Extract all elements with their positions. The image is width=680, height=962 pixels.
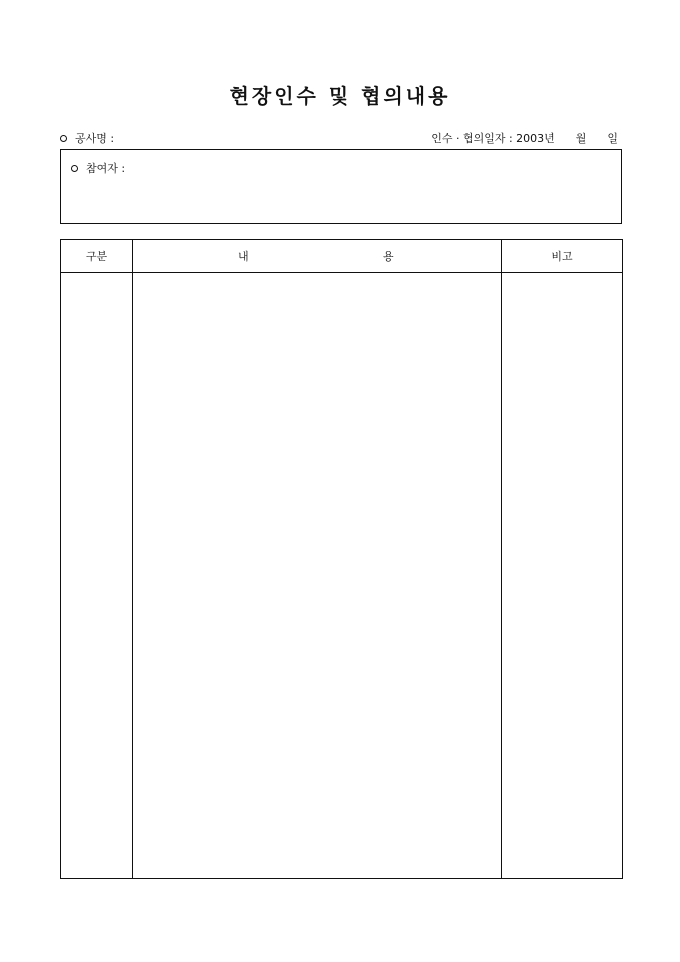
project-name-field[interactable] (60, 130, 114, 146)
content-table (60, 239, 623, 879)
table-row (61, 273, 623, 879)
participants-label: 참여자 : (86, 162, 126, 175)
column-header-content-part2: 용 (383, 250, 394, 263)
column-header-content (133, 240, 502, 273)
participants-box[interactable] (60, 149, 622, 224)
circle-bullet-icon (71, 165, 78, 172)
remarks-cell[interactable] (502, 273, 623, 879)
category-cell[interactable] (61, 273, 133, 879)
participants-field (71, 160, 125, 176)
content-cell[interactable] (133, 273, 502, 879)
column-header-category: 구분 (61, 240, 133, 273)
meta-row (60, 130, 622, 148)
table-header-row (61, 240, 623, 273)
project-name-label: 공사명 : (75, 132, 115, 145)
circle-bullet-icon (60, 135, 67, 142)
column-header-content-part1: 내 (238, 250, 249, 263)
column-header-remarks: 비고 (502, 240, 623, 273)
page-title: 현장인수 및 협의내용 (229, 84, 451, 108)
consultation-date-field[interactable]: 인수 · 협의일자 : 2003년 월 일 (431, 132, 618, 145)
